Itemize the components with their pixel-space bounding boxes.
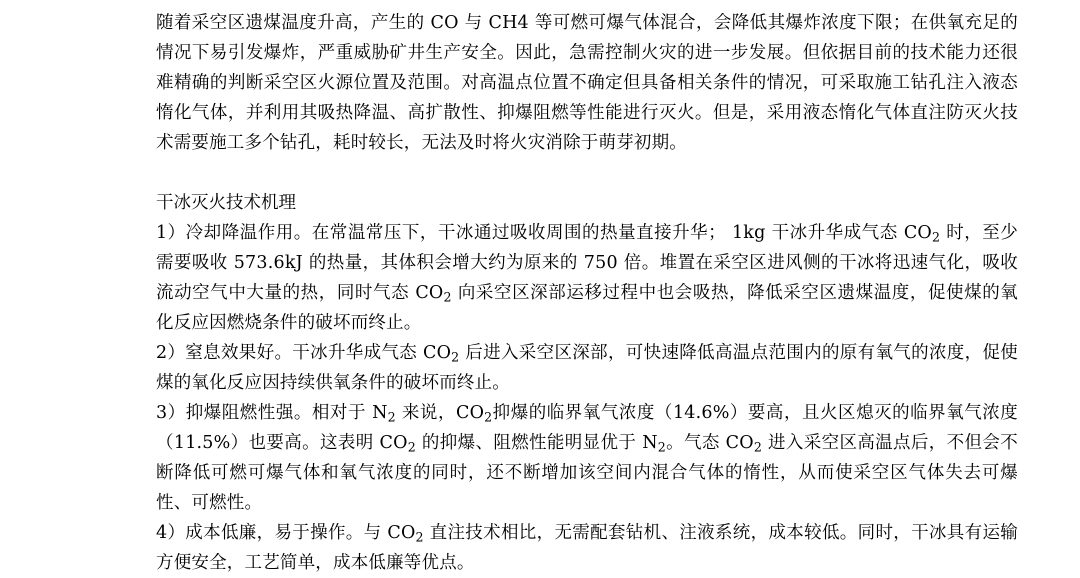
text-run: 2）窒息效果好。干冰升华成气态	[156, 343, 424, 363]
latin-run: 11.5%	[173, 433, 231, 453]
latin-run: N	[372, 403, 388, 423]
subscript: 2	[451, 349, 460, 365]
section-heading: 干冰灭火技术机理	[156, 193, 296, 213]
text-run: 干冰升华成气态	[765, 223, 904, 243]
subscript: 2	[657, 439, 666, 455]
text-run: 后进入采空区深部，可快速降低高温点范围内的原有氧气的浓度，促使煤的氧化反应因持续供氧条件的破坏而终止。	[156, 343, 1018, 393]
latin-run: CO	[455, 403, 485, 423]
text-run: 来说，	[395, 403, 456, 423]
latin-run: 1kg	[731, 223, 766, 243]
latin-run: 14.6%	[672, 403, 730, 423]
text-run: 1）冷却降温作用。在常温常压下，干冰通过吸收周围的热量直接升华；	[156, 223, 732, 243]
item-3	[156, 398, 1018, 518]
latin-run: CO	[725, 433, 754, 453]
subscript: 2	[931, 229, 941, 245]
text-run: 4）成本低廉，易于操作。与	[156, 523, 388, 543]
text-run: 的抑爆、阻燃性能明显优于	[415, 433, 643, 453]
text-run: 。气态	[665, 433, 726, 453]
subscript: 2	[753, 439, 763, 455]
latin-run: 573.6kJ	[233, 253, 303, 273]
text-run: 时，至少需要吸收	[156, 223, 1019, 273]
intro-paragraph	[156, 8, 1018, 158]
text-run: 等可燃可爆气体混合，会降低其爆炸浓度下限；在供氧充足的情况下易引发爆炸，严重威胁矿井生产安全。因此，急需控制火灾的进一步发展。但依据目前的技术能力还很难精确的判断采空区火源位置及范围。对高温点位置不确定但具备相关条件的情况，可采取施工钻孔注入液态惰化气体，并利用其吸热降温、高扩散性、抑爆阻燃等性能进行灭火。但是，采用液态惰化气体直注防灭火技术需要施工多个钻孔，耗时较长，无法及时将火灾消除于萌芽初期。	[156, 13, 1018, 153]
subscript: 2	[387, 409, 396, 425]
latin-run: CO	[387, 523, 416, 543]
latin-run: CO	[903, 223, 932, 243]
item-4	[156, 518, 1018, 578]
text-run: 抑爆的临界氧气浓度（	[492, 403, 673, 423]
text-run: 的热量，其体积会增大约为原来的	[302, 253, 584, 273]
latin-run: CO	[423, 343, 452, 363]
latin-run: CO	[430, 13, 459, 33]
document-body	[156, 8, 1018, 578]
paragraph-spacer	[156, 158, 1018, 188]
latin-run: N	[642, 433, 658, 453]
subscript: 2	[407, 439, 416, 455]
text-run: ）要高，且火区熄灭的临界氧气浓度（	[156, 403, 1018, 453]
item-1	[156, 218, 1018, 338]
text-run: 向采空区深部运移过程中也会吸热，降低采空区遗煤温度，促使煤的氧化反应因燃烧条件的破坏而终止。	[156, 283, 1018, 333]
latin-run: 750	[583, 253, 618, 273]
text-run: 随着采空区遗煤温度升高，产生的	[156, 13, 431, 33]
text-run: ）也要高。这表明	[230, 433, 380, 453]
item-2	[156, 338, 1018, 398]
text-run: 3）抑爆阻燃性强。相对于	[156, 403, 373, 423]
subscript: 2	[415, 529, 424, 545]
text-run: 倍。堆置在采空区进风侧的干冰将迅速气化，吸收流动空气中大量的热，同时气态	[156, 253, 1019, 303]
text-run: 进入采空区高温点后，不但会不断降低可燃可爆气体和氧气浓度的同时，还不断增加该空间内混合气体的惰性，从而使采空区气体失去可爆性、可燃性。	[156, 433, 1018, 513]
latin-run: CH4	[488, 13, 529, 33]
text-run: 直注技术相比，无需配套钻机、注液系统，成本较低。同时，干冰具有运输方便安全，工艺简单，成本低廉等优点。	[156, 523, 1018, 573]
subscript: 2	[443, 289, 452, 305]
subscript: 2	[484, 409, 493, 425]
text-run: 与	[458, 13, 489, 33]
latin-run: CO	[379, 433, 408, 453]
latin-run: CO	[415, 283, 444, 303]
